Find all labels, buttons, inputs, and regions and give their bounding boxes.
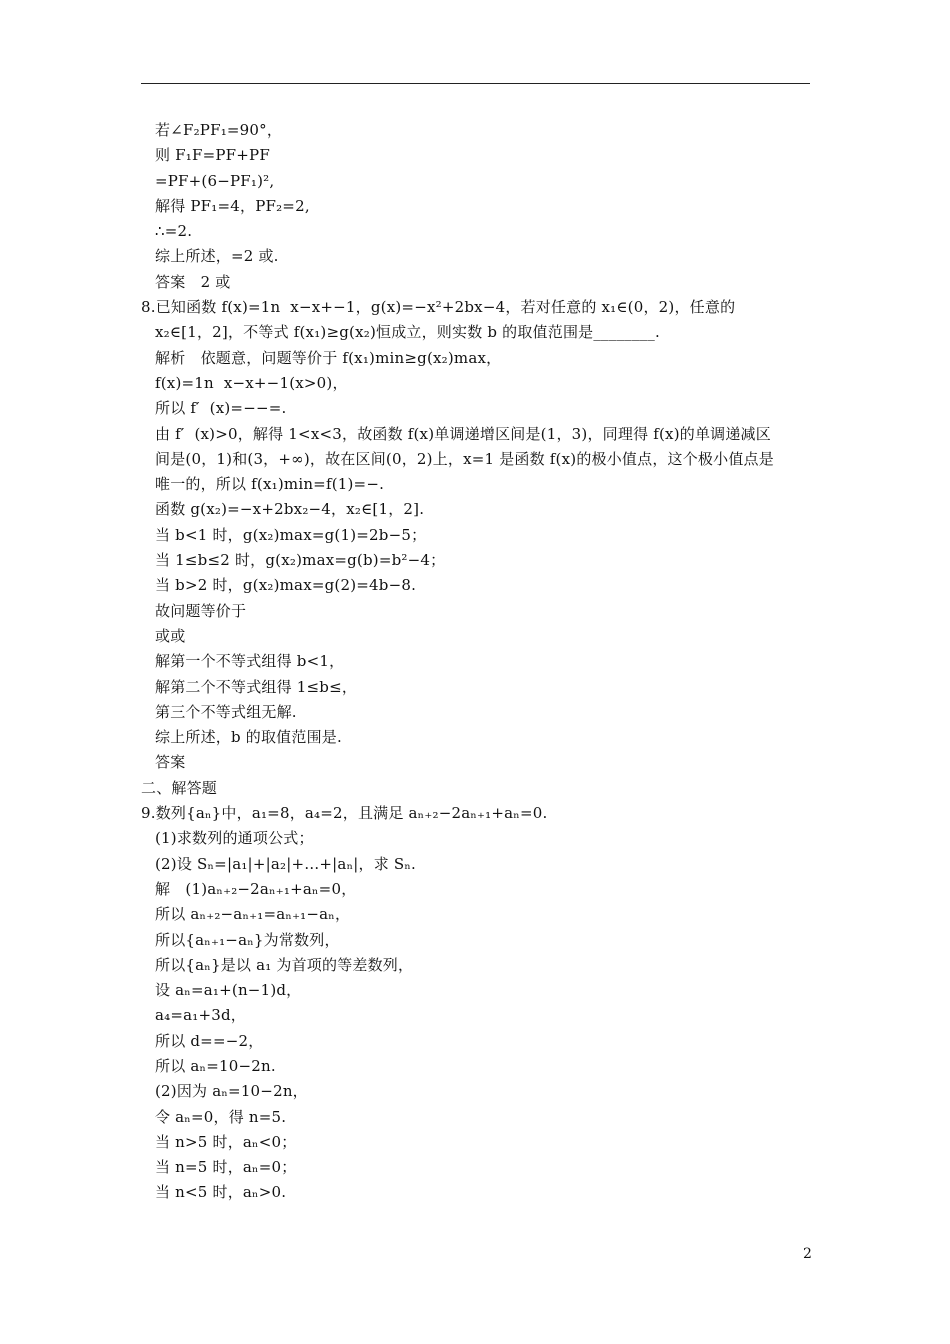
text-line: 解第一个不等式组得 b<1， bbox=[155, 652, 345, 671]
text-line: a₄=a₁+3d， bbox=[155, 1006, 246, 1025]
text-line: 所以 f′ (x)=−−=. bbox=[155, 399, 287, 418]
text-line: 9.数列{aₙ}中，a₁=8，a₄=2，且满足 aₙ₊₂−2aₙ₊₁+aₙ=0. bbox=[141, 804, 548, 823]
text-line: 或或 bbox=[155, 626, 186, 645]
text-line: 函数 g(x₂)=−x+2bx₂−4，x₂∈[1，2]. bbox=[155, 500, 425, 519]
text-line: 解得 PF₁=4，PF₂=2, bbox=[155, 196, 310, 215]
text-line: ∴=2. bbox=[155, 222, 193, 241]
text-line: 由 f′ (x)>0，解得 1<x<3，故函数 f(x)单调递增区间是(1，3)，同理得 f(x)的单调递减区 bbox=[155, 424, 771, 443]
header-rule bbox=[141, 83, 810, 84]
text-line: (2)因为 aₙ=10−2n， bbox=[155, 1082, 308, 1101]
text-line: 所以 aₙ=10−2n. bbox=[155, 1056, 276, 1075]
text-line: 所以{aₙ}是以 a₁ 为首项的等差数列， bbox=[155, 955, 414, 974]
text-line: 唯一的，所以 f(x₁)min=f(1)=−. bbox=[155, 475, 385, 494]
text-line: (2)设 Sₙ=|a₁|+|a₂|+…+|aₙ|，求 Sₙ. bbox=[155, 854, 417, 873]
text-line: 当 n>5 时，aₙ<0； bbox=[155, 1132, 297, 1151]
text-line: 综上所述，=2 或. bbox=[155, 247, 279, 266]
text-line: 故问题等价于 bbox=[155, 601, 247, 620]
text-line: 设 aₙ=a₁+(n−1)d， bbox=[155, 981, 302, 1000]
text-line: 当 b<1 时，g(x₂)max=g(1)=2b−5； bbox=[155, 525, 427, 544]
text-line: 当 1≤b≤2 时，g(x₂)max=g(b)=b²−4； bbox=[155, 551, 446, 570]
text-line: 解 (1)aₙ₊₂−2aₙ₊₁+aₙ=0， bbox=[155, 879, 357, 898]
text-line: 当 n=5 时，aₙ=0； bbox=[155, 1158, 297, 1177]
text-line: 当 n<5 时，aₙ>0. bbox=[155, 1183, 287, 1202]
text-line: 答案 bbox=[155, 753, 186, 772]
text-line: (1)求数列的通项公式； bbox=[155, 829, 314, 848]
text-line: 第三个不等式组无解. bbox=[155, 702, 297, 721]
text-line: x₂∈[1，2]，不等式 f(x₁)≥g(x₂)恒成立，则实数 b 的取值范围是________. bbox=[155, 323, 660, 342]
text-line: 解析 依题意，问题等价于 f(x₁)min≥g(x₂)max， bbox=[155, 348, 502, 367]
page-number: 2 bbox=[803, 1246, 812, 1262]
text-line: 综上所述，b 的取值范围是. bbox=[155, 728, 342, 747]
text-line: 则 F₁F=PF+PF bbox=[155, 146, 270, 165]
document-body bbox=[141, 118, 811, 1206]
text-line: 所以 aₙ₊₂−aₙ₊₁=aₙ₊₁−aₙ， bbox=[155, 905, 351, 924]
text-line: =PF+(6−PF₁)², bbox=[155, 171, 275, 190]
text-line: 当 b>2 时，g(x₂)max=g(2)=4b−8. bbox=[155, 576, 417, 595]
text-line: 所以 d==−2， bbox=[155, 1031, 264, 1050]
text-line: 若∠F₂PF₁=90°， bbox=[155, 121, 283, 139]
text-line: 解第二个不等式组得 1≤b≤， bbox=[155, 677, 358, 696]
text-line: 所以{aₙ₊₁−aₙ}为常数列， bbox=[155, 930, 340, 949]
text-line: f(x)=1n x−x+−1(x>0)， bbox=[155, 373, 348, 392]
text-line: 令 aₙ=0，得 n=5. bbox=[155, 1107, 287, 1126]
text-line: 8.已知函数 f(x)=1n x−x+−1，g(x)=−x²+2bx−4，若对任意的 x₁∈(0，2)，任意的 bbox=[141, 298, 736, 317]
text-line: 间是(0，1)和(3，+∞)，故在区间(0，2)上，x=1 是函数 f(x)的极小值点，这个极小值点是 bbox=[155, 449, 774, 468]
text-line: 二、解答题 bbox=[141, 778, 218, 797]
text-line: 答案 2 或 bbox=[155, 272, 231, 291]
